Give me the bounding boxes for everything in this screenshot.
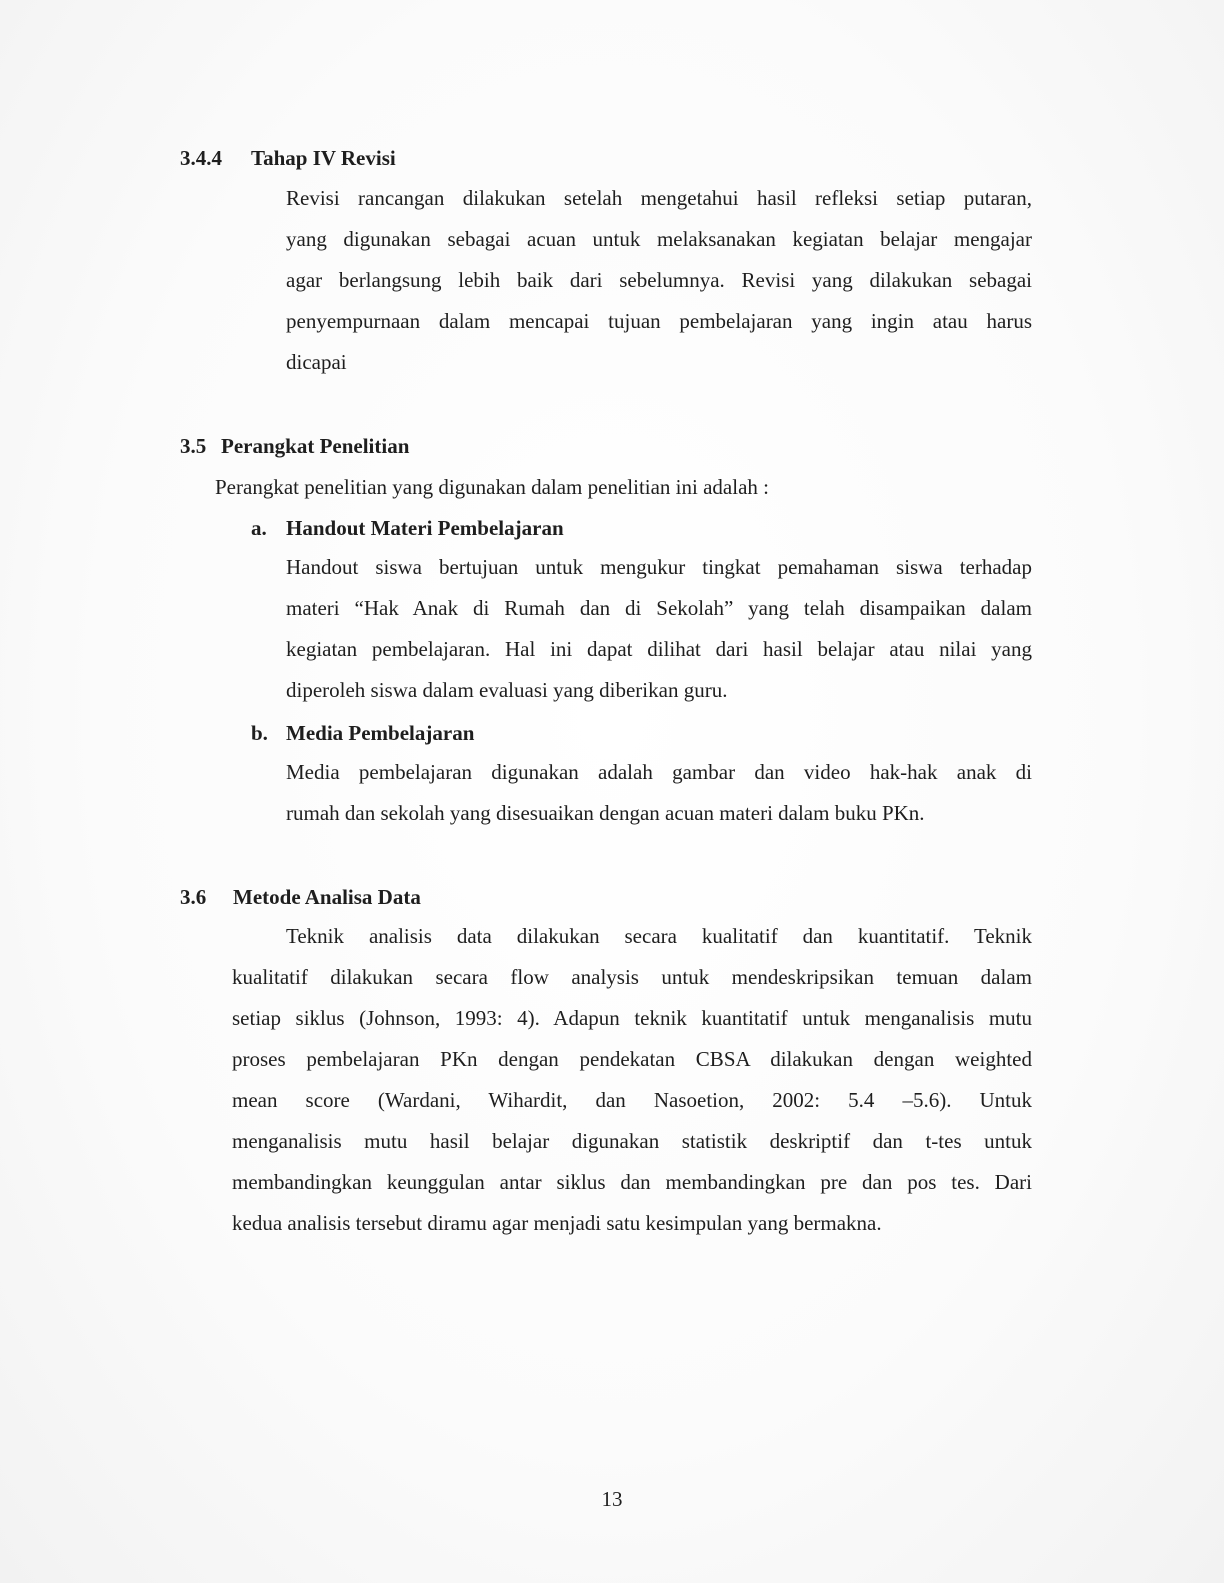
paragraph-line: mean score (Wardani, Wihardit, dan Nasoetion, 2002: 5.4 –5.6). Untuk [232,1088,1032,1112]
paragraph-line: setiap siklus (Johnson, 1993: 4). Adapun teknik kuantitatif untuk menganalisis mutu [232,1006,1032,1030]
paragraph-line: kegiatan pembelajaran. Hal ini dapat dilihat dari hasil belajar atau nilai yang [286,637,1032,661]
paragraph-line: Media pembelajaran digunakan adalah gambar dan video hak-hak anak di [286,760,1032,784]
paragraph-line: membandingkan keunggulan antar siklus dan membandingkan pre dan pos tes. Dari [232,1170,1032,1194]
paragraph-line: agar berlangsung lebih baik dari sebelumnya. Revisi yang dilakukan sebagai [286,268,1032,292]
paragraph-line: yang digunakan sebagai acuan untuk melaksanakan kegiatan belajar mengajar [286,227,1032,251]
item-b-paragraph [286,752,1032,834]
paragraph-line: kedua analisis tersebut diramu agar menjadi satu kesimpulan yang bermakna. [232,1211,882,1235]
section-344-number: 3.4.4 [180,146,222,170]
section-35-intro: Perangkat penelitian yang digunakan dalam penelitian ini adalah : [215,475,769,499]
page-number: 13 [601,1487,623,1511]
paragraph-line: Teknik analisis data dilakukan secara kualitatif dan kuantitatif. Teknik [286,924,1032,948]
item-b-marker: b. [251,721,268,745]
item-a-paragraph [286,547,1032,711]
paragraph-line: menganalisis mutu hasil belajar digunakan statistik deskriptif dan t-tes untuk [232,1129,1032,1153]
section-36-paragraph [232,957,1032,1244]
section-36-title: Metode Analisa Data [233,885,421,909]
item-a-marker: a. [251,516,267,540]
paragraph-line: materi “Hak Anak di Rumah dan di Sekolah” yang telah disampaikan dalam [286,596,1032,620]
item-a-title: Handout Materi Pembelajaran [286,516,564,540]
paragraph-line: penyempurnaan dalam mencapai tujuan pembelajaran yang ingin atau harus [286,309,1032,333]
paragraph-line: diperoleh siswa dalam evaluasi yang diberikan guru. [286,678,728,702]
paragraph-line: dicapai [286,350,347,374]
section-344-paragraph [286,178,1032,383]
paragraph-line: proses pembelajaran PKn dengan pendekatan CBSA dilakukan dengan weighted [232,1047,1032,1071]
paragraph-line: Revisi rancangan dilakukan setelah mengetahui hasil refleksi setiap putaran, [286,186,1032,210]
section-36-first-line-block [286,916,1032,957]
section-35-number: 3.5 [180,434,207,458]
paragraph-line: kualitatif dilakukan secara flow analysis untuk mendeskripsikan temuan dalam [232,965,1032,989]
paragraph-line: Handout siswa bertujuan untuk mengukur tingkat pemahaman siswa terhadap [286,555,1032,579]
paragraph-line: rumah dan sekolah yang disesuaikan dengan acuan materi dalam buku PKn. [286,801,925,825]
section-35-title: Perangkat Penelitian [221,434,410,458]
section-344-title: Tahap IV Revisi [251,146,396,170]
section-36-number: 3.6 [180,885,207,909]
item-b-title: Media Pembelajaran [286,721,475,745]
